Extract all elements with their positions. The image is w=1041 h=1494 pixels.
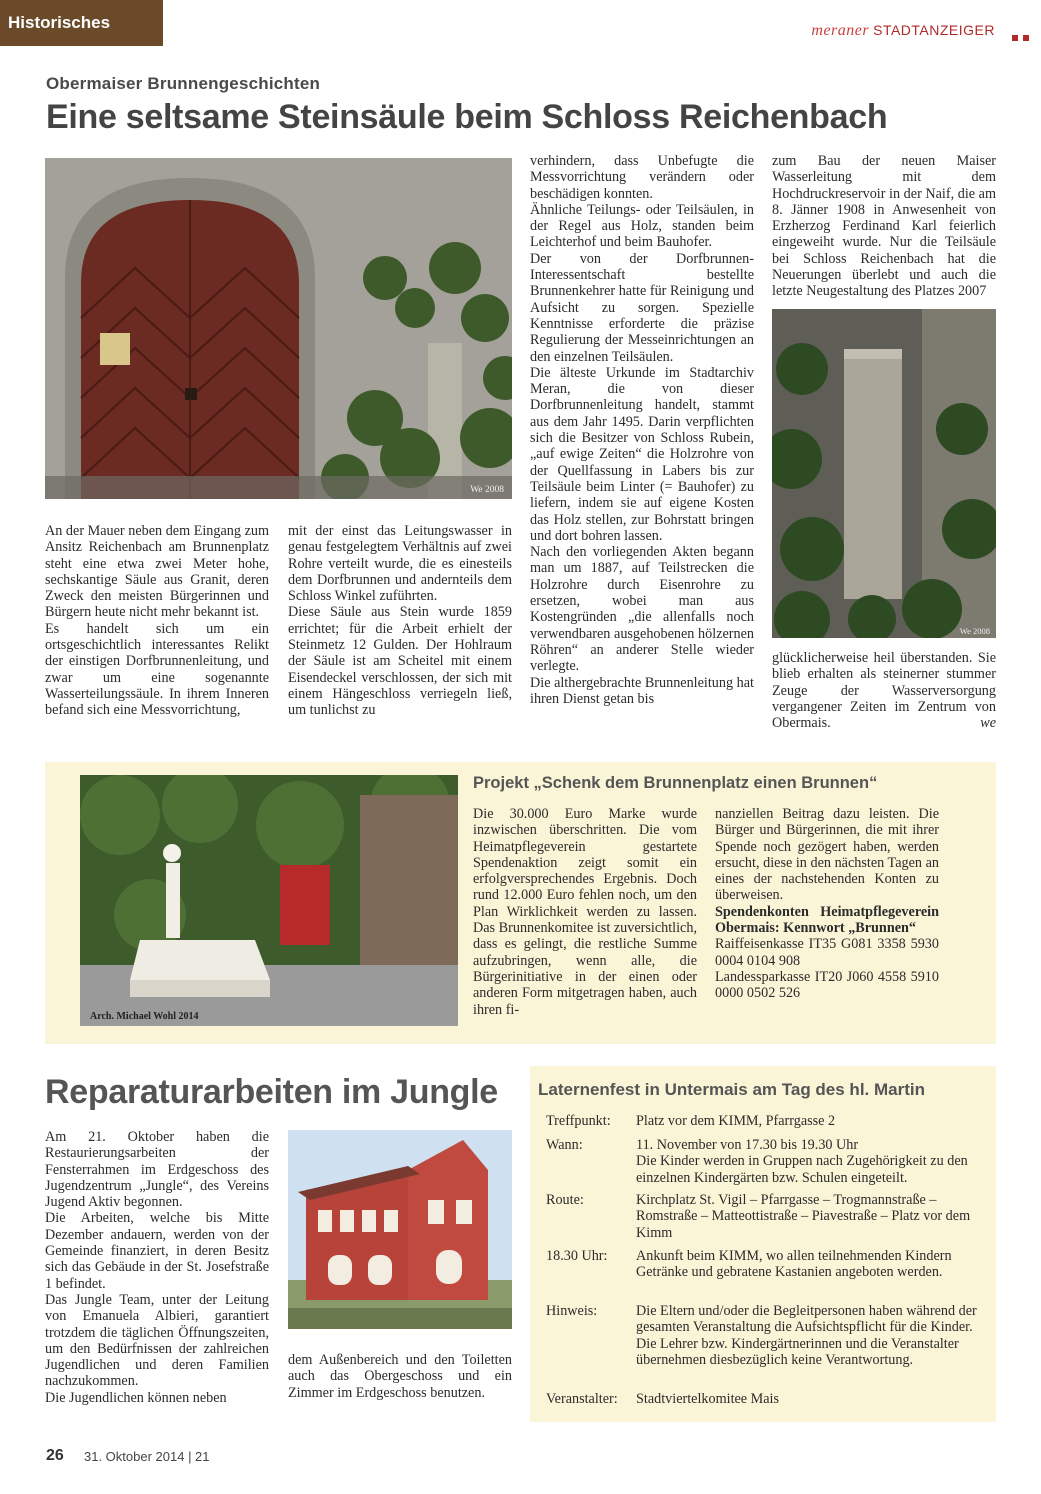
paragraph-text: glücklicherweise heil überstanden. Sie blieb erhalten als steinerner stummer Zeuge der Wasserversorgung vergangener Zeiten im Zentrum von Obermais. [772, 650, 996, 732]
article2-headline: Reparaturarbeiten im Jungle [45, 1073, 498, 1111]
info-value: 11. November von 17.30 bis 19.30 Uhr Die Kinder werden in Gruppen nach Zugehörigkeit zu den einzelnen Kindergärten bzw. Schulen eingeteilt. [636, 1137, 968, 1186]
paragraph: dem Außenbereich und den Toiletten auch das Obergeschoss und ein Zimmer im Erdgeschoss benutzen. [288, 1352, 512, 1401]
info-value: Stadtviertelkomitee Mais [636, 1391, 780, 1407]
lantern-box-title: Laternenfest in Untermais am Tag des hl. Martin [538, 1080, 925, 1099]
article2-column-2 [288, 1352, 512, 1401]
paragraph: nanziellen Beitrag dazu leisten. Die Bürger und Bürgerinnen, die mit ihrer Spende noch gezögert haben, werden ersucht, diese in den nächsten Tagen an eines der nachstehenden Konten zu überweisen. [715, 806, 939, 904]
masthead-brand [811, 22, 995, 40]
photo-credit: We 2008 [959, 626, 990, 636]
project-column-2 [715, 806, 939, 1002]
paragraph: Die 30.000 Euro Marke wurde inzwischen überschritten. Die vom Heimatpflegeverein gestartete Spendenaktion zeigt somit ein erfolgversprechendes Ergebnis. Doch rund 12.000 Euro fehlen noch, um den Plan Wirklichkeit werden zu lassen. Das Brunnenkomitee ist zuversichtlich, dass es gelingt, die restliche Summe aufzubringen, wenn alle, die Bürgerinitiative in der einen oder anderen Form mitgetragen haben, auch ihren fi- [473, 806, 697, 1018]
article-headline: Eine seltsame Steinsäule beim Schloss Reichenbach [46, 98, 888, 136]
page-number: 26 [46, 1447, 64, 1464]
info-label: Wann: [546, 1137, 583, 1153]
paragraph: Nach den vorliegenden Akten begann man um 1887, auf Teilstrecken die Holzrohre durch Eisenrohre zu ersetzen, wobei man aus Kostengründen „die allenfalls noch verwendbaren ausgehobenen hölzernen Röhren“ an anderer Stelle wieder verlegte. [530, 544, 754, 675]
paragraph: Die althergebrachte Brunnenleitung hat ihren Dienst getan bis [530, 674, 754, 707]
bank-account-1: Raiffeisenkasse IT35 G081 3358 5930 0004 0104 908 [715, 936, 939, 969]
paragraph: Die älteste Urkunde im Stadtarchiv Meran, die von dieser Dorfbrunnenleitung handelt, stammt aus dem Jahr 1495. Darin verpflichten sich die Besitzer von Schloss Rubein, „auf ewige Zeiten“ die Holzrohre von der Quellfassung in Labers bis zur Teilsäule beim Linter (= Bauhofer) zu liefern, indem sie auf eigene Kosten das Holz stellen, zur Bohrstatt bringen und dort bohren lassen. [530, 364, 754, 544]
photo-credit: Arch. Michael Wohl 2014 [90, 1011, 199, 1022]
info-label: Veranstalter: [546, 1391, 618, 1407]
photo-schloss-door [45, 158, 512, 499]
lantern-box [530, 1066, 996, 1422]
info-label: Treffpunkt: [546, 1113, 611, 1129]
paragraph: mit der einst das Leitungswasser in genau festgelegtem Verhältnis auf zwei Rohre verteilt wurde, die es einesteils dem Dorfbrunnen und andernteils dem Schloss Winkel zuführten. [288, 523, 512, 605]
paragraph: Die Arbeiten, welche bis Mitte Dezember andauern, werden von der Gemeinde finanziert, in deren Besitz sich das Gebäude in der St. Josefstraße 1 befindet. [45, 1210, 269, 1292]
brand-dots-icon [1007, 28, 1029, 46]
project-box-title: Projekt „Schenk dem Brunnenplatz einen Brunnen“ [473, 774, 878, 792]
article-column-4-top [772, 153, 996, 300]
article-column-3 [530, 153, 754, 707]
author-signature: we [980, 715, 996, 732]
accounts-heading: Spendenkonten Heimatpflegeverein Obermais: Kennwort „Brunnen“ [715, 903, 939, 937]
info-value: Ankunft beim KIMM, wo allen teilnehmenden Kindern Getränke und gebratene Kastanien angeboten werden. [636, 1248, 952, 1281]
info-label: 18.30 Uhr: [546, 1248, 608, 1264]
photo-jungle-building [288, 1130, 512, 1329]
paragraph [772, 650, 996, 731]
paragraph: Diese Säule aus Stein wurde 1859 errichtet; für die Arbeit erhielt der Steinmetz 12 Gulden. Der Hohlraum der Säule ist am Scheitel mit einem Eisendeckel verschlossen, der sich mit einem Hängeschloss verriegeln ließ, um tunlichst zu [288, 604, 512, 719]
paragraph: Ähnliche Teilungs- oder Teilsäulen, in der Regel aus Holz, standen beim Leichterhof und beim Bauhofer. [530, 201, 754, 251]
article-column-4-bottom [772, 650, 996, 731]
paragraph: Die Jugendlichen können neben [45, 1389, 227, 1406]
article2-column-1 [45, 1129, 269, 1406]
brand-prefix: meraner [811, 22, 870, 39]
paragraph: Das Jungle Team, unter der Leitung von Emanuela Albieri, garantiert trotzdem die täglichen Öffnungszeiten, um den Bedürfnissen der zahlreichen Jugendlichen und deren Familien nachzukommen. [45, 1291, 269, 1390]
paragraph: Der von der Dorfbrunnen-Interessentschaft bestellte Brunnenkehrer hatte für Reinigung und Aufsicht zu sorgen. Spezielle Kenntnisse erforderte die präzise Regulierung der Messeinrichtungen an den einzelnen Teilsäulen. [530, 250, 754, 365]
paragraph: An der Mauer neben dem Eingang zum Ansitz Reichenbach am Brunnenplatz steht eine etwa zwei Meter hohe, sechskantige Säule aus Granit, deren Zweck den meisten Bürgerinnen und Bürgern heute nicht mehr bekannt ist. [45, 523, 269, 621]
paragraph: zum Bau der neuen Maiser Wasserleitung mit dem Hochdruckreservoir in der Naif, die am 8. Jänner 1908 in Anwesenheit von Erzherzog Ferdinand Karl feierlich eingeweiht wurde. Nur die Teilsäule bei Schloss Reichenbach hat die Neuerungen überlebt und auch die letzte Neugestaltung des Platzes 2007 [772, 153, 996, 300]
project-box [45, 762, 996, 1044]
photo-fountain-rendering [80, 775, 458, 1026]
article-column-1 [45, 523, 269, 719]
paragraph: Am 21. Oktober haben die Restaurierungsarbeiten der Fensterrahmen im Erdgeschoss des Jugendzentrum „Jungle“, des Vereins Jugend Aktiv begonnen. [45, 1129, 269, 1211]
issue-date: 31. Oktober 2014 | 21 [84, 1449, 210, 1464]
info-value: Die Eltern und/oder die Begleitpersonen haben während der gesamten Veranstaltung die Aufsichtspflicht für die Kinder. Die Lehrer bzw. Kindergärtnerinnen und die Veranstalter übernehmen diesbezüglich keine Verantwortung. [636, 1303, 977, 1368]
info-value: Platz vor dem KIMM, Pfarrgasse 2 [636, 1113, 836, 1129]
info-label: Hinweis: [546, 1303, 598, 1319]
photo-stone-column [772, 309, 996, 638]
photo-credit: We 2008 [470, 485, 504, 495]
info-value: Kirchplatz St. Vigil – Pfarrgasse – Trogmannstraße – Romstraße – Matteottistraße – Piavestraße – Platz vor dem Kimm [636, 1192, 971, 1241]
paragraph: verhindern, dass Unbefugte die Messvorrichtung verändern oder beschädigen konnten. [530, 153, 754, 202]
brand-main: STADTANZEIGER [873, 22, 995, 38]
article-column-2 [288, 523, 512, 719]
info-label: Route: [546, 1192, 584, 1208]
section-tag: Historisches [0, 0, 163, 46]
project-column-1 [473, 806, 697, 1018]
article-kicker: Obermaiser Brunnengeschichten [46, 74, 321, 93]
paragraph: Es handelt sich um ein ortsgeschichtlich interessantes Relikt der einstigen Dorfbrunnenleitung, und zwar um eine sogenannte Wasserteilungssäule. In ihrem Inneren befand sich eine Messvorrichtung, [45, 620, 269, 719]
bank-account-2: Landessparkasse IT20 J060 4558 5910 0000 0502 526 [715, 968, 939, 1002]
